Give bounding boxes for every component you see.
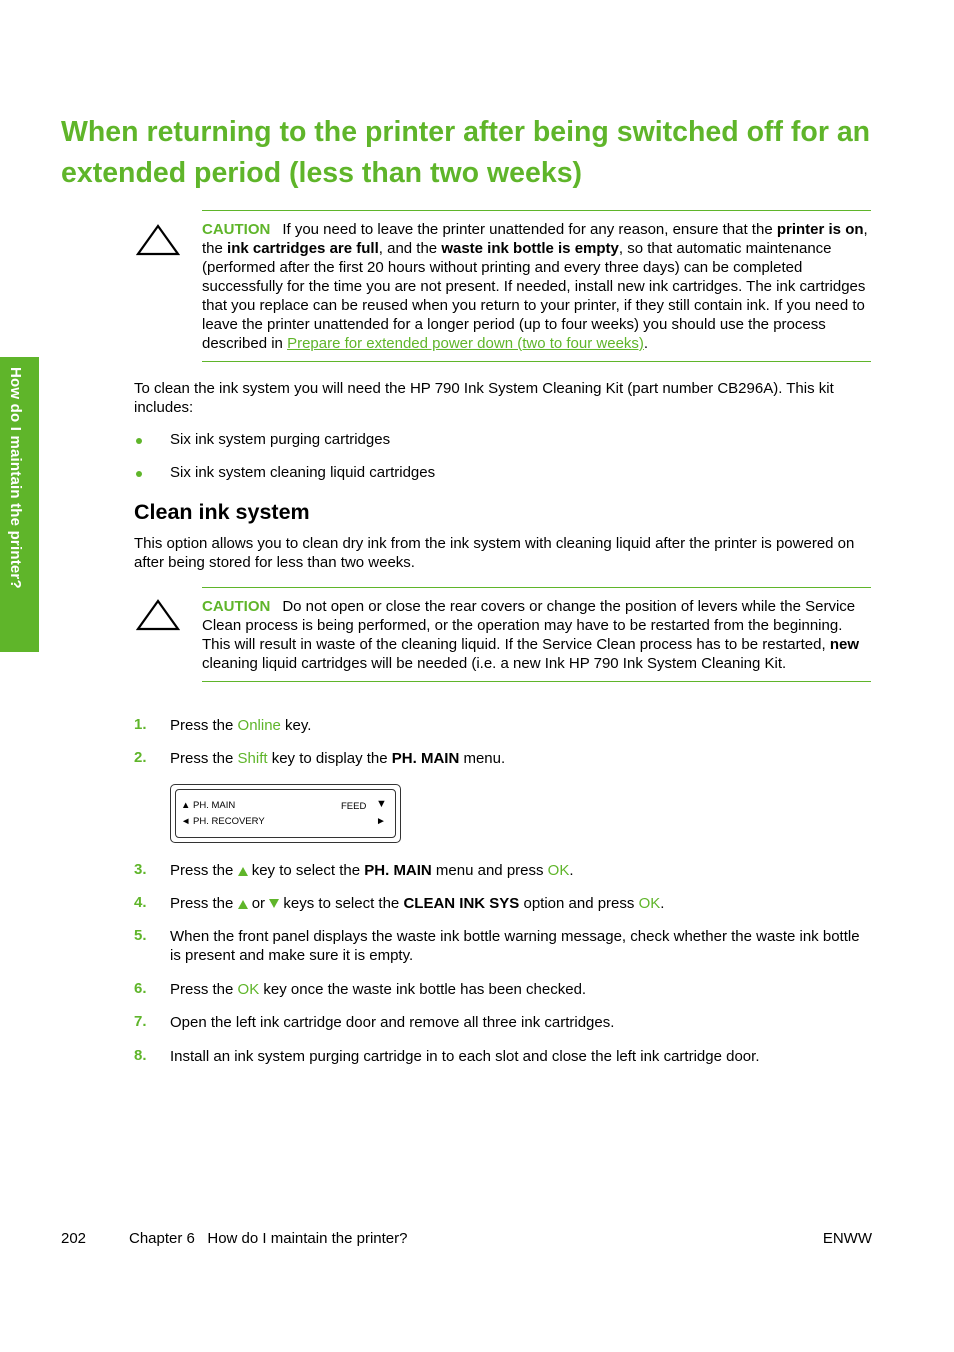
shift-key-name: Shift <box>237 750 268 767</box>
footer-code: ENWW <box>822 1230 872 1247</box>
step-text: Press the OK key once the waste ink bottle has been checked. <box>170 981 587 998</box>
step-number: 2. <box>134 749 147 766</box>
step-number: 6. <box>134 980 147 997</box>
down-arrow-key-icon <box>269 899 279 908</box>
online-key-name: Online <box>237 717 281 734</box>
step-text: Install an ink system purging cartridge in to each slot and close the left ink cartridge door. <box>170 1048 760 1065</box>
section-heading: Clean ink system <box>134 500 310 524</box>
step-text: Open the left ink cartridge door and remove all three ink cartridges. <box>170 1014 615 1031</box>
ok-key-name: OK <box>547 862 570 879</box>
lcd-row1-right: FEED <box>341 801 367 812</box>
ok-key-name: OK <box>638 895 661 912</box>
lcd-row1-left: ▲ PH. MAIN <box>181 800 236 811</box>
list-item: Six ink system cleaning liquid cartridges <box>170 464 436 481</box>
side-chapter-tab[interactable] <box>0 357 39 652</box>
right-arrow-icon: ► <box>376 816 386 827</box>
caution-box: CAUTION Do not open or close the rear covers or change the position of levers while the Service Clean process is being performed, or the operation may have to be restarted from the beginning. This will result in waste of the cleaning liquid. If the Service Clean process has to be restarted, new cleaning liquid cartridges will be needed (i.e. a new Ink HP 790 Ink System Cleaning Kit. <box>202 587 871 682</box>
warning-triangle-icon <box>136 599 180 631</box>
warning-triangle-icon <box>136 224 180 256</box>
up-arrow-key-icon <box>238 867 248 876</box>
step-text: Press the Shift key to display the PH. MAIN menu. <box>170 750 506 767</box>
caution-label: CAUTION <box>202 598 271 615</box>
section-intro: This option allows you to clean dry ink from the ink system with cleaning liquid after the printer is powered on after being stored for less than two weeks. <box>134 535 855 571</box>
step-text: When the front panel displays the waste ink bottle warning message, check whether the waste ink bottle is present and make sure it is empty. <box>170 928 860 964</box>
step-text: Press the or keys to select the CLEAN INK SYS option and press OK. <box>170 895 665 912</box>
step-number: 8. <box>134 1047 147 1064</box>
down-arrow-icon: ▼ <box>376 798 387 810</box>
bullet-icon <box>136 471 142 477</box>
step-number: 1. <box>134 716 147 733</box>
ok-key-name: OK <box>237 981 260 998</box>
caution-label: CAUTION <box>202 221 271 238</box>
caution-box: CAUTION If you need to leave the printer unattended for any reason, ensure that the printer is on, the ink cartridges are full, and the waste ink bottle is empty, so that automatic maintenance (performed after the first 20 hours without printing and every three days) can be completed successfully for the time you are not present. If needed, install new ink cartridges. The ink cartridges that you replace can be reused when you return to your printer, if they still contain ink. If you need to leave the printer unattended for a longer period (up to four weeks) you should use the process described in Prepare for extended power down (two to four weeks). <box>202 210 871 362</box>
list-item: Six ink system purging cartridges <box>170 431 391 448</box>
step-text: Press the Online key. <box>170 717 312 734</box>
step-number: 5. <box>134 927 147 944</box>
page-number: 202 <box>61 1230 87 1247</box>
step-text: Press the key to select the PH. MAIN menu and press OK. <box>170 862 574 879</box>
intro-paragraph: To clean the ink system you will need the HP 790 Ink System Cleaning Kit (part number CB296A). This kit includes: <box>134 380 834 416</box>
step-number: 4. <box>134 894 147 911</box>
lcd-row2-left: ◄ PH. RECOVERY <box>181 816 265 827</box>
up-arrow-key-icon <box>238 900 248 909</box>
extended-power-down-link[interactable]: Prepare for extended power down (two to four weeks) <box>287 335 644 352</box>
side-tab-label: How do I maintain the printer? <box>7 367 24 589</box>
bullet-icon <box>136 438 142 444</box>
page-title: When returning to the printer after being switched off for an extended period (less than two weeks) <box>61 116 871 189</box>
front-panel-display <box>170 784 401 843</box>
step-number: 3. <box>134 861 147 878</box>
footer-chapter: Chapter 6 How do I maintain the printer? <box>129 1230 408 1247</box>
step-number: 7. <box>134 1013 147 1030</box>
